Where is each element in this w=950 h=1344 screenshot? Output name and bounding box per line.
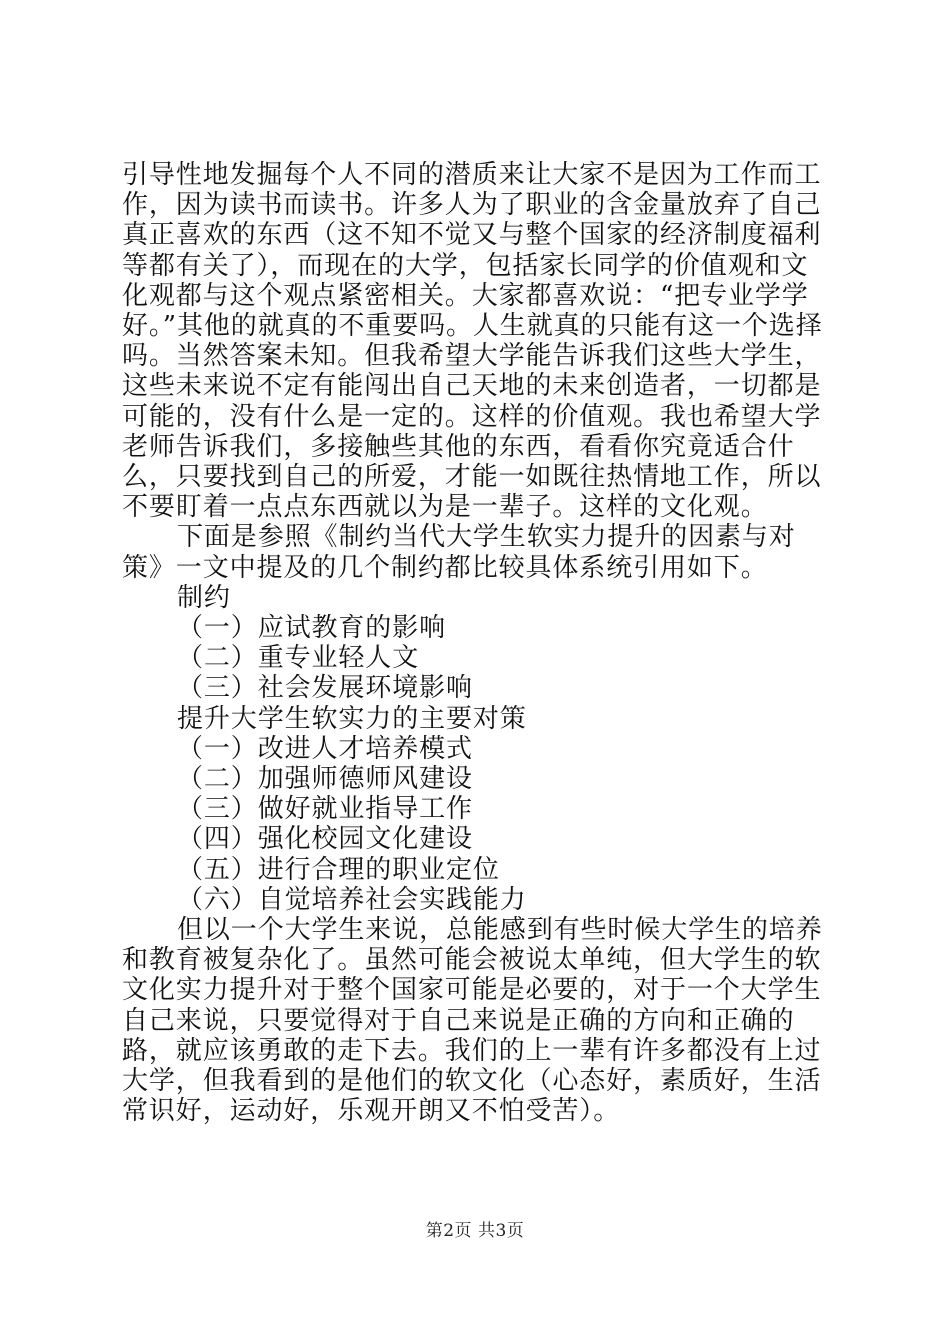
countermeasure-item-3: （三）做好就业指导工作 [177, 794, 473, 825]
countermeasure-item-1: （一）改进人才培养模式 [177, 733, 473, 764]
constraints-heading: 制约 [177, 582, 231, 613]
constraint-item-2: （二）重专业轻人文 [177, 643, 420, 674]
countermeasure-item-5: （五）进行合理的职业定位 [177, 854, 500, 885]
countermeasure-item-4: （四）强化校园文化建设 [177, 824, 473, 855]
document-body [122, 160, 834, 1127]
paragraph-3: 但以一个大学生来说，总能感到有些时候大学生的培养和教育被复杂化了。虽然可能会被说太单纯，但大学生的软文化实力提升对于整个国家可能是必要的，对于一个大学生自己来说，只要觉得对于自己来说是正确的方向和正确的路，就应该勇敢的走下去。我们的上一辈有许多都没有上过大学，但我看到的是他们的软文化（心态好，素质好，生活常识好，运动好，乐观开朗又不怕受苦）。 [122, 915, 823, 1127]
constraint-item-3: （三）社会发展环境影响 [177, 673, 473, 704]
countermeasure-item-2: （二）加强师德师风建设 [177, 764, 473, 795]
paragraph-2: 下面是参照《制约当代大学生软实力提升的因素与对策》一文中提及的几个制约都比较具体系统引用如下。 [122, 522, 796, 583]
constraint-item-1: （一）应试教育的影响 [177, 613, 447, 644]
page-footer: 第2页 共3页 [425, 1221, 525, 1241]
paragraph-1: 引导性地发掘每个人不同的潜质来让大家不是因为工作而工作，因为读书而读书。许多人为了职业的含金量放弃了自己真正喜欢的东西（这不知不觉又与整个国家的经济制度福利等都有关了），而现在的大学，包括家长同学的价值观和文化观都与这个观点紧密相关。大家都喜欢说：“把专业学学好。”其他的就真的不重要吗。人生就真的只能有这一个选择吗。当然答案未知。但我希望大学能告诉我们这些大学生，这些未来说不定有能闯出自己天地的未来创造者，一切都是可能的，没有什么是一定的。这样的价值观。我也希望大学老师告诉我们，多接触些其他的东西，看看你究竟适合什么，只要找到自己的所爱，才能一如既往热情地工作，所以不要盯着一点点东西就以为是一辈子。这样的文化观。 [122, 160, 823, 523]
countermeasures-heading: 提升大学生软实力的主要对策 [177, 703, 527, 734]
countermeasure-item-6: （六）自觉培养社会实践能力 [177, 884, 527, 915]
